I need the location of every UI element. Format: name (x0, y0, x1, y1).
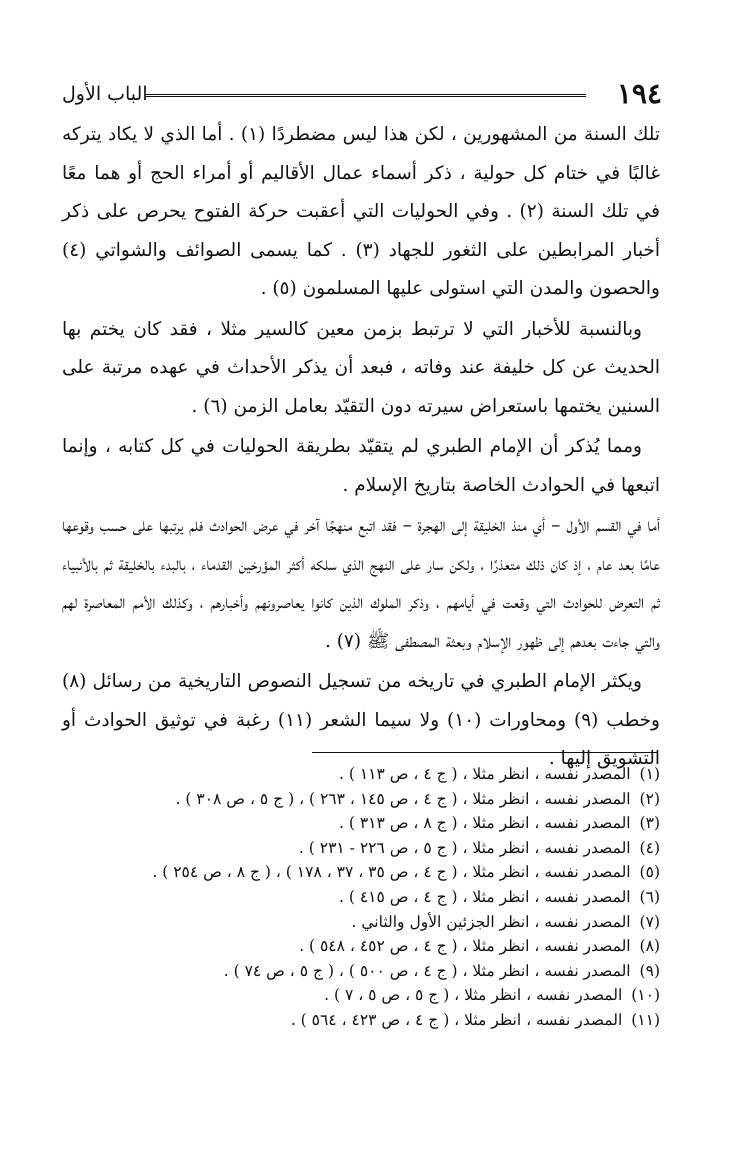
paragraph-5: ويكثر الإمام الطبري في تاريخه من تسجيل النصوص التاريخية من رسائل (٨) وخطب (٩) ومحاورات (١٠) ولا سيما الشعر (١١) رغبة في توثيق الحوادث أو التشويق إليها . (62, 671, 660, 769)
footnote-text: المصدر نفسه ، انظر مثلا ، ( ج ٤ ، ص ٤١٥ ) . (339, 887, 631, 906)
footnote-text: المصدر نفسه ، انظر مثلا ، ( ج ٤ ، ص ٤٥٢ ، ٥٤٨ ) . (299, 937, 631, 956)
footnote-11 (62, 1008, 660, 1033)
footnote-number: (٢) (639, 789, 660, 808)
footnote-text: المصدر نفسه ، انظر مثلا ، ( ج ٨ ، ص ٣١٣ ) . (339, 814, 631, 833)
page-header (62, 74, 662, 114)
footnote-number: (١٠) (631, 986, 660, 1005)
header-rule (146, 94, 586, 97)
footnote-number: (٤) (639, 838, 660, 857)
footnote-10 (62, 983, 660, 1008)
footnote-text: المصدر نفسه ، انظر مثلا ، ( ج ٤ ، ص ٣٥ ، ٣٧ ، ١٧٨ ) ، ( ج ٨ ، ص ٢٥٤ ) . (152, 863, 631, 882)
footnote-7 (62, 910, 660, 935)
footnote-text: المصدر نفسه ، انظر مثلا ، ( ج ٥ ، ص ٢٢٦ - ٢٣١ ) . (298, 838, 631, 857)
page-number: ١٩٤ (616, 77, 662, 110)
running-head: الباب الأول (62, 83, 148, 105)
footnote-separator (312, 752, 658, 753)
footnote-9 (62, 959, 660, 984)
footnote-number: (١١) (631, 1010, 660, 1029)
footnote-text: المصدر نفسه ، انظر مثلا ، ( ج ٤ ، ص ٥٠٠ ) ، ( ج ٥ ، ص ٧٤ ) . (223, 961, 631, 980)
footnote-4 (62, 836, 660, 861)
footnote-text: المصدر نفسه ، انظر مثلا ، ( ج ٥ ، ص ٥ ، ٧ ) . (324, 986, 623, 1005)
paragraph-2: وبالنسبة للأخبار التي لا ترتبط بزمن معين كالسير مثلا ، فقد كان يختم بها الحديث عن كل خليفة عند وفاته ، فبعد أن يذكر الأحداث في عهده مرتبة على السنين يختمها باستعراض سيرته دون التقيّد بعامل الزمن (٦) . (62, 318, 660, 417)
footnote-number: (٧) (639, 912, 660, 931)
footnote-6 (62, 885, 660, 910)
footnote-1 (62, 762, 660, 787)
paragraph-1: تلك السنة من المشهورين ، لكن هذا ليس مضطردًا (١) . أما الذي لا يكاد يتركه غالبًا في ختام كل حولية ، ذكر أسماء عمال الأقاليم أو أمراء الحج أو هما معًا في تلك السنة (٢) . وفي الحوليات التي أعقبت حركة الفتوح يحرص على ذكر أخبار المرابطين على الثغور للجهاد (٣) . كما يسمى الصوائف والشواتي (٤) والحصون والمدن التي استولى عليها المسلمون (٥) . (62, 124, 660, 299)
footnote-number: (٨) (639, 937, 660, 956)
footnote-text: المصدر نفسه ، انظر مثلا ، ( ج ٤ ، ص ١٤٥ ، ٢٦٣ ) ، ( ج ٥ ، ص ٣٠٨ ) . (175, 789, 631, 808)
footnote-text: المصدر نفسه ، انظر مثلا ، ( ج ٤ ، ص ١١٣ ) . (339, 765, 631, 783)
paragraph-4: أما في القسم الأول – أي منذ الخليقة إلى الهجرة – فقد اتبع منهجًا آخر في عرض الحوادث فلم يرتبها على حسب وقوعها عامًا بعد عام ، إذ كان ذلك متعذرًا ، ولكن سار على النهج الذي سلكه أكثر المؤرخين القدماء ، بالبدء بالخليقة ثم بالأنبياء ثم التعرض للحوادث التي وقعت في أيامهم ، وذكر الملوك الذين كانوا يعاصرونهم وأخبارهم ، وكذلك الأمم المعاصرة لهم والتي جاءت بعدهم إلى ظهور الإسلام وبعثة المصطفى ﷺ (٧) . (62, 515, 660, 652)
footnote-2 (62, 787, 660, 812)
body-text (62, 116, 660, 779)
footnote-8 (62, 934, 660, 959)
footnote-number: (٦) (639, 887, 660, 906)
footnotes (62, 762, 660, 1033)
footnote-number: (٩) (639, 961, 660, 980)
footnote-number: (٥) (639, 863, 660, 882)
footnote-text: المصدر نفسه ، انظر الجزئين الأول والثاني . (351, 912, 631, 931)
footnote-3 (62, 811, 660, 836)
paragraph-3: ومما يُذكر أن الإمام الطبري لم يتقيّد بطريقة الحوليات في كل كتابه ، وإنما اتبعها في الحوادث الخاصة بتاريخ الإسلام . (62, 436, 660, 496)
footnote-5 (62, 860, 660, 885)
footnote-text: المصدر نفسه ، انظر مثلا ، ( ج ٤ ، ص ٤٢٣ ، ٥٦٤ ) . (290, 1010, 623, 1029)
footnote-number: (٣) (639, 814, 660, 833)
footnote-number: (١) (639, 765, 660, 783)
